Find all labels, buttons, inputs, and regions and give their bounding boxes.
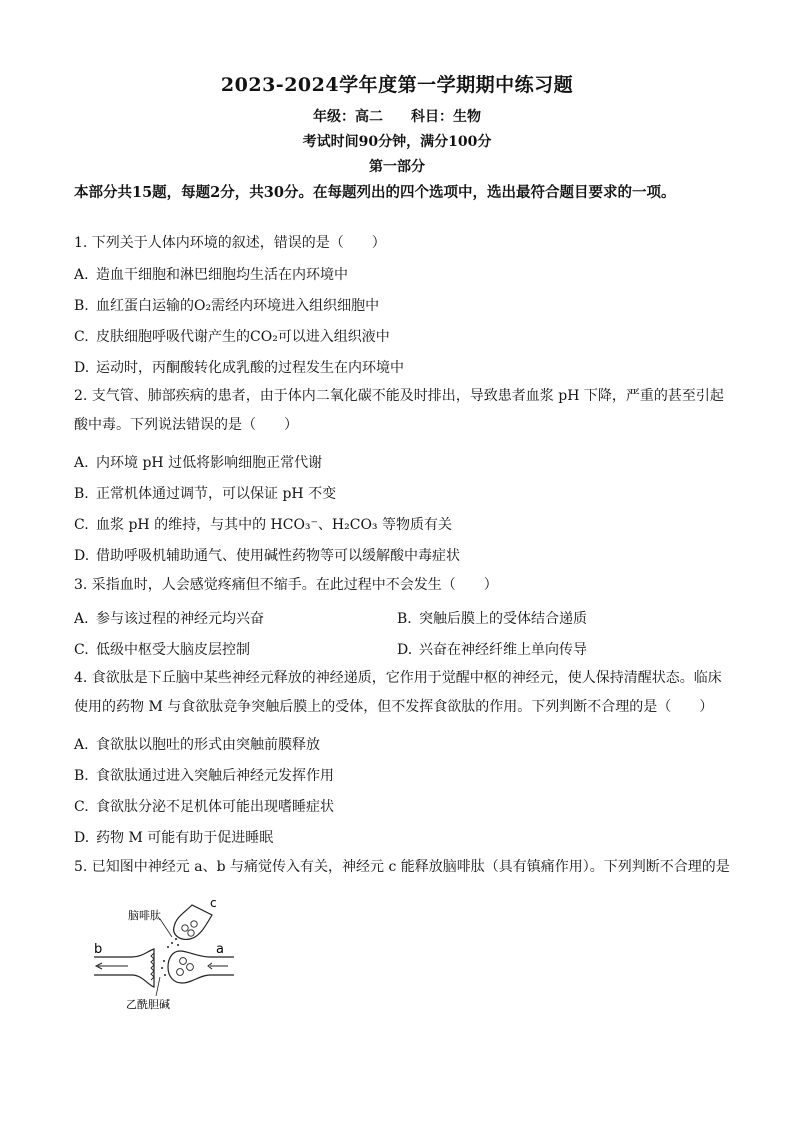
question-1-option-a[interactable] [74,264,348,284]
question-4-option-d[interactable] [74,827,273,847]
question-3-option-c[interactable] [74,639,250,659]
transmitter-dot [167,946,169,948]
neuron-a-terminal [168,951,234,983]
vesicle [191,921,197,927]
option-text: 食欲肽分泌不足机体可能出现嗜睡症状 [96,799,334,815]
label-neuron-b: b [94,942,103,957]
transmitter-dot [163,960,165,962]
option-text: 突触后膜上的受体结合递质 [419,611,587,627]
question-4-stem: 4. 食欲肽是下丘脑中某些神经元释放的神经递质，它作用于觉醒中枢的神经元，使人保持清醒状态。临床使用的药物 M 与食欲肽竞争突触后膜上的受体，但不发挥食欲肽的作用。下列判断不合理的是（ ） [74,670,722,715]
question-1-option-c[interactable] [74,326,390,346]
option-label: A. [74,737,89,753]
option-label: A. [74,267,89,283]
option-label: D. [74,830,90,846]
option-label: D. [74,548,90,564]
option-label: A. [74,611,89,627]
pointer-line [156,977,160,996]
vesicle [177,969,184,976]
exam-title: 2023-2024学年度第一学期期中练习题 [220,74,574,96]
option-text: 正常机体通过调节，可以保证 pH 不变 [96,486,337,502]
option-text: 兴奋在神经纤维上单向传导 [419,642,587,658]
question-4-option-a[interactable] [74,734,320,754]
question-2-stem: 2. 支气管、肺部疾病的患者，由于体内二氧化碳不能及时排出，导致患者血浆 pH 下降，严重的甚至引起酸中毒。下列说法错误的是（ ） [74,388,724,433]
grade-subject-line [0,106,794,126]
label-acetylcholine: 乙酰胆碱 [126,998,170,1011]
option-text: 低级中枢受大脑皮层控制 [96,642,250,658]
question-2-option-d[interactable] [74,545,460,565]
label-neuron-c: c [210,896,217,910]
option-text: 食欲肽通过进入突触后神经元发挥作用 [96,768,334,784]
part-instructions: 本部分共15题，每题2分，共30分。在每题列出的四个选项中，选出最符合题目要求的一项。 [74,184,676,201]
question-2-option-c[interactable] [74,514,452,534]
exam-time: 考试时间90分钟，满分100分 [302,134,492,150]
option-label: B. [74,298,89,314]
option-text: 运动时，丙酮酸转化成乳酸的过程发生在内环境中 [96,360,404,376]
neuron-c-terminal [174,905,212,939]
vesicle [187,964,194,971]
option-text: 内环境 pH 过低将影响细胞正常代谢 [96,455,323,471]
option-text: 皮肤细胞呼吸代谢产生的CO₂可以进入组织液中 [96,329,390,345]
option-text: 参与该过程的神经元均兴奋 [96,611,264,627]
option-text: 造血干细胞和淋巴细胞均生活在内环境中 [96,267,348,283]
transmitter-dot [164,974,166,976]
vesicle [182,925,188,931]
grade-label: 年级：高二 [313,109,383,125]
transmitter-dot [171,942,173,944]
transmitter-dot [175,938,177,940]
question-2-option-b[interactable] [74,483,336,503]
option-text: 食欲肽以胞吐的形式由突触前膜释放 [96,737,320,753]
question-2-option-a[interactable] [74,452,322,472]
question-3-option-b[interactable] [397,608,587,628]
neuron-b-dendrite [94,949,154,987]
option-text: 血红蛋白运输的O₂需经内环境进入组织细胞中 [96,298,380,314]
vesicle [180,958,187,965]
question-4-option-c[interactable] [74,796,334,816]
option-label: C. [74,642,89,658]
question-5-stem: 5. 已知图中神经元 a、b 与痛觉传入有关，神经元 c 能释放脑啡肽（具有镇痛作用）。下列判断不合理的是 [74,859,730,875]
pointer-line [160,919,172,937]
transmitter-dot [161,967,163,969]
option-text: 药物 M 可能有助于促进睡眠 [96,830,274,846]
label-neuron-a: a [216,942,224,957]
option-label: D. [397,642,413,658]
synapse-diagram [88,895,238,1015]
question-1-option-b[interactable] [74,295,379,315]
option-label: C. [74,517,89,533]
option-text: 借助呼吸机辅助通气、使用碱性药物等可以缓解酸中毒症状 [96,548,460,564]
vesicle [188,930,194,936]
option-label: B. [74,768,89,784]
question-3-option-a[interactable] [74,608,264,628]
option-label: D. [74,360,90,376]
question-3-option-d[interactable] [397,639,587,659]
question-3-stem: 3. 采指血时，人会感觉疼痛但不缩手。在此过程中不会发生（ ） [74,577,498,593]
part-heading: 第一部分 [369,159,425,175]
label-enkephalin: 脑啡肽 [128,909,161,922]
question-4-option-b[interactable] [74,765,334,785]
option-label: A. [74,455,89,471]
option-label: B. [397,611,412,627]
option-label: C. [74,329,89,345]
subject-label: 科目：生物 [411,109,481,125]
transmitter-dot [177,944,179,946]
question-1-stem: 1. 下列关于人体内环境的叙述，错误的是（ ） [74,235,386,251]
option-label: C. [74,799,89,815]
option-text: 血浆 pH 的维持，与其中的 HCO₃⁻、H₂CO₃ 等物质有关 [96,517,452,533]
option-label: B. [74,486,89,502]
question-1-option-d[interactable] [74,357,404,377]
